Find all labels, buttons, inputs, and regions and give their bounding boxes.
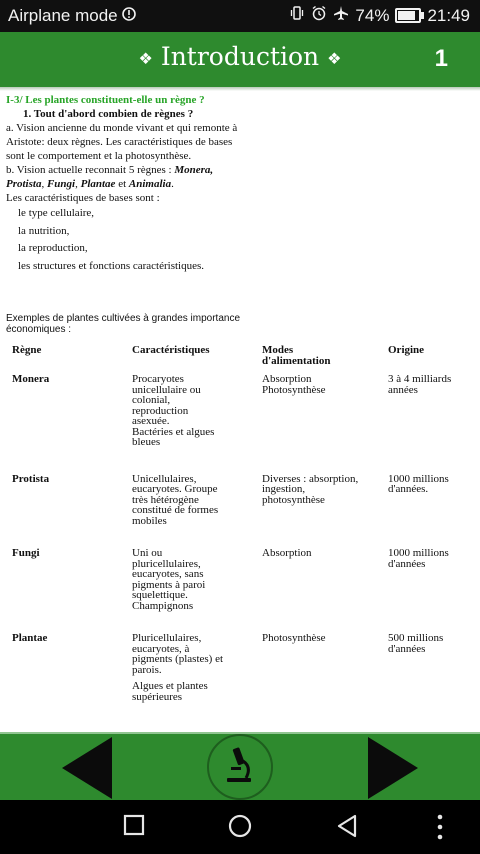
cell-line: mobiles bbox=[132, 514, 167, 527]
cell-line: d'années bbox=[388, 642, 426, 655]
header-modes-line-2: d'alimentation bbox=[262, 354, 331, 367]
list-item: la nutrition, bbox=[18, 224, 70, 237]
list-item: la reproduction, bbox=[18, 242, 88, 254]
cell-line: Pluricellulaires, bbox=[132, 632, 202, 644]
basics-list bbox=[18, 205, 474, 275]
app-header bbox=[0, 32, 480, 87]
cell-line: Unicellulaires, bbox=[132, 472, 197, 485]
cell-line: Absorption bbox=[262, 373, 312, 385]
paragraph-b bbox=[6, 163, 474, 177]
kingdom-animalia: Animalia bbox=[128, 178, 172, 190]
cell-caracteristiques bbox=[126, 548, 256, 633]
clock: 21:49 bbox=[427, 5, 470, 25]
circle-icon[interactable] bbox=[228, 814, 252, 838]
header-shadow bbox=[0, 87, 480, 91]
cell-line: ingestion, bbox=[262, 483, 306, 495]
cell-line: photosynthèse bbox=[262, 493, 325, 506]
cell-line: Procaryotes bbox=[132, 373, 184, 385]
examples-note-line-2: économiques : bbox=[6, 324, 72, 335]
cell-line: Photosynthèse bbox=[262, 632, 326, 644]
paragraph-a-line-1: a. Vision ancienne du monde vivant et qui remonte à bbox=[6, 122, 238, 134]
status-right bbox=[289, 5, 470, 26]
cell-line: Champignons bbox=[132, 599, 194, 612]
table-body bbox=[6, 374, 468, 702]
cell-origine bbox=[382, 633, 468, 702]
cell-origine bbox=[382, 548, 468, 633]
cell-caracteristiques bbox=[126, 633, 256, 702]
cell-line: d'années bbox=[388, 557, 426, 570]
cell-line: très hétérogène bbox=[132, 493, 199, 506]
kingdom-fungi: Fungi bbox=[46, 178, 76, 190]
header-modes-line-1: Modes bbox=[262, 344, 294, 356]
list-item: les structures et fonctions caractéristiques. bbox=[18, 259, 205, 272]
dots-menu-icon[interactable] bbox=[436, 814, 444, 840]
bottom-nav bbox=[0, 732, 480, 803]
page-number: 1 bbox=[434, 45, 448, 72]
cell-line: reproduction bbox=[132, 404, 189, 417]
cell-line: pigments (plastes) et bbox=[132, 653, 224, 665]
comma: , bbox=[41, 178, 45, 190]
paragraph-a-line-3: sont le comportement et la photosynthèse. bbox=[6, 150, 192, 162]
cell-line: Bactéries et algues bbox=[132, 425, 215, 438]
cell-modes bbox=[256, 548, 382, 633]
cell-line: eucaryotes. Groupe bbox=[132, 483, 218, 495]
section-subtitle: 1. Tout d'abord combien de règnes ? bbox=[23, 108, 194, 120]
status-left bbox=[8, 6, 136, 26]
diamond-ornament-icon: ❖ bbox=[327, 49, 342, 68]
cell-line: bleues bbox=[132, 436, 161, 448]
battery-icon bbox=[395, 8, 421, 23]
period: . bbox=[171, 178, 174, 190]
comma: , bbox=[75, 178, 78, 190]
airplane-icon bbox=[333, 5, 349, 26]
kingdom-protista: Protista bbox=[6, 178, 42, 190]
paragraph-a-line-2: Aristote: deux règnes. Les caractéristiques de bases bbox=[6, 136, 233, 148]
cell-modes bbox=[256, 474, 382, 549]
header-caracteristiques: Caractéristiques bbox=[132, 344, 210, 356]
cell-line: asexuée. bbox=[132, 415, 170, 427]
microscope-icon bbox=[221, 745, 257, 787]
cell-regne: Monera bbox=[12, 373, 50, 385]
table-row bbox=[6, 548, 468, 633]
cell-line: constitué de formes bbox=[132, 504, 219, 516]
page-title: Introduction bbox=[160, 42, 320, 71]
cell-line: Photosynthèse bbox=[262, 383, 326, 396]
cell-caracteristiques bbox=[126, 474, 256, 549]
kingdom-monera: Monera, bbox=[174, 164, 214, 176]
section-title: I-3/ Les plantes constituent-elle un règne ? bbox=[6, 94, 205, 106]
cell-origine bbox=[382, 374, 468, 474]
square-icon[interactable] bbox=[123, 814, 145, 836]
paragraph-b-text: b. Vision actuelle reconnait 5 règnes : bbox=[6, 164, 175, 176]
system-nav-bar bbox=[0, 800, 480, 854]
header-modes bbox=[256, 345, 382, 374]
cell-line: supérieures bbox=[132, 690, 183, 703]
cell-line: Absorption bbox=[262, 547, 312, 559]
info-circle-icon bbox=[122, 7, 136, 26]
cell-line: 1000 millions bbox=[388, 547, 449, 559]
cell-line: Diverses : absorption, bbox=[262, 472, 359, 485]
table-header-row bbox=[6, 345, 468, 374]
cell-regne: Plantae bbox=[12, 632, 48, 644]
cell-regne: Fungi bbox=[12, 547, 40, 559]
left-arrow-icon[interactable] bbox=[62, 737, 112, 799]
battery-fill bbox=[398, 11, 414, 20]
basics-intro: Les caractéristiques de bases sont : bbox=[6, 192, 160, 204]
cell-line: parois. bbox=[132, 663, 162, 676]
cell-line: 3 à 4 milliards bbox=[388, 373, 452, 385]
cell-line: colonial, bbox=[132, 394, 171, 406]
right-arrow-icon[interactable] bbox=[368, 737, 418, 799]
header-origine: Origine bbox=[388, 344, 425, 356]
cell-line: années bbox=[388, 383, 418, 396]
conjunction: et bbox=[118, 178, 127, 190]
table-row bbox=[6, 633, 468, 702]
list-item: le type cellulaire, bbox=[18, 207, 95, 219]
cell-modes bbox=[256, 374, 382, 474]
cell-line: squelettique. bbox=[132, 589, 188, 601]
cell-line: eucaryotes, à bbox=[132, 642, 190, 655]
cell-line: eucaryotes, sans bbox=[132, 568, 204, 580]
status-bar bbox=[0, 0, 480, 32]
table-row bbox=[6, 474, 468, 549]
cell-regne: Protista bbox=[12, 472, 50, 485]
cell-origine bbox=[382, 474, 468, 549]
microscope-button[interactable] bbox=[207, 734, 273, 800]
triangle-back-icon[interactable] bbox=[336, 814, 358, 838]
header-regne: Règne bbox=[12, 344, 42, 356]
cell-caracteristiques bbox=[126, 374, 256, 474]
diamond-ornament-icon: ❖ bbox=[138, 49, 153, 68]
cell-modes bbox=[256, 633, 382, 702]
cell-line: pluricellulaires, bbox=[132, 557, 201, 570]
paragraph-b-line-2 bbox=[6, 177, 474, 191]
kingdoms-table bbox=[6, 345, 468, 702]
page-title-wrap bbox=[0, 42, 480, 71]
vibrate-icon bbox=[289, 5, 305, 26]
cell-line: Algues et plantes bbox=[132, 680, 208, 692]
cell-line: 500 millions bbox=[388, 632, 444, 644]
cell-line: d'années. bbox=[388, 483, 429, 495]
airplane-mode-label: Airplane mode bbox=[8, 6, 118, 25]
cell-line: Uni ou bbox=[132, 547, 163, 559]
content-area bbox=[6, 93, 474, 335]
table-row bbox=[6, 374, 468, 474]
kingdom-plantae: Plantae bbox=[80, 178, 116, 190]
alarm-icon bbox=[311, 5, 327, 26]
cell-line: 1000 millions bbox=[388, 472, 449, 485]
cell-line: pigments à paroi bbox=[132, 578, 206, 591]
cell-line: unicellulaire ou bbox=[132, 383, 201, 396]
examples-note-line-1: Exemples de plantes cultivées à grandes importance bbox=[6, 313, 241, 324]
battery-percent: 74% bbox=[355, 5, 390, 25]
